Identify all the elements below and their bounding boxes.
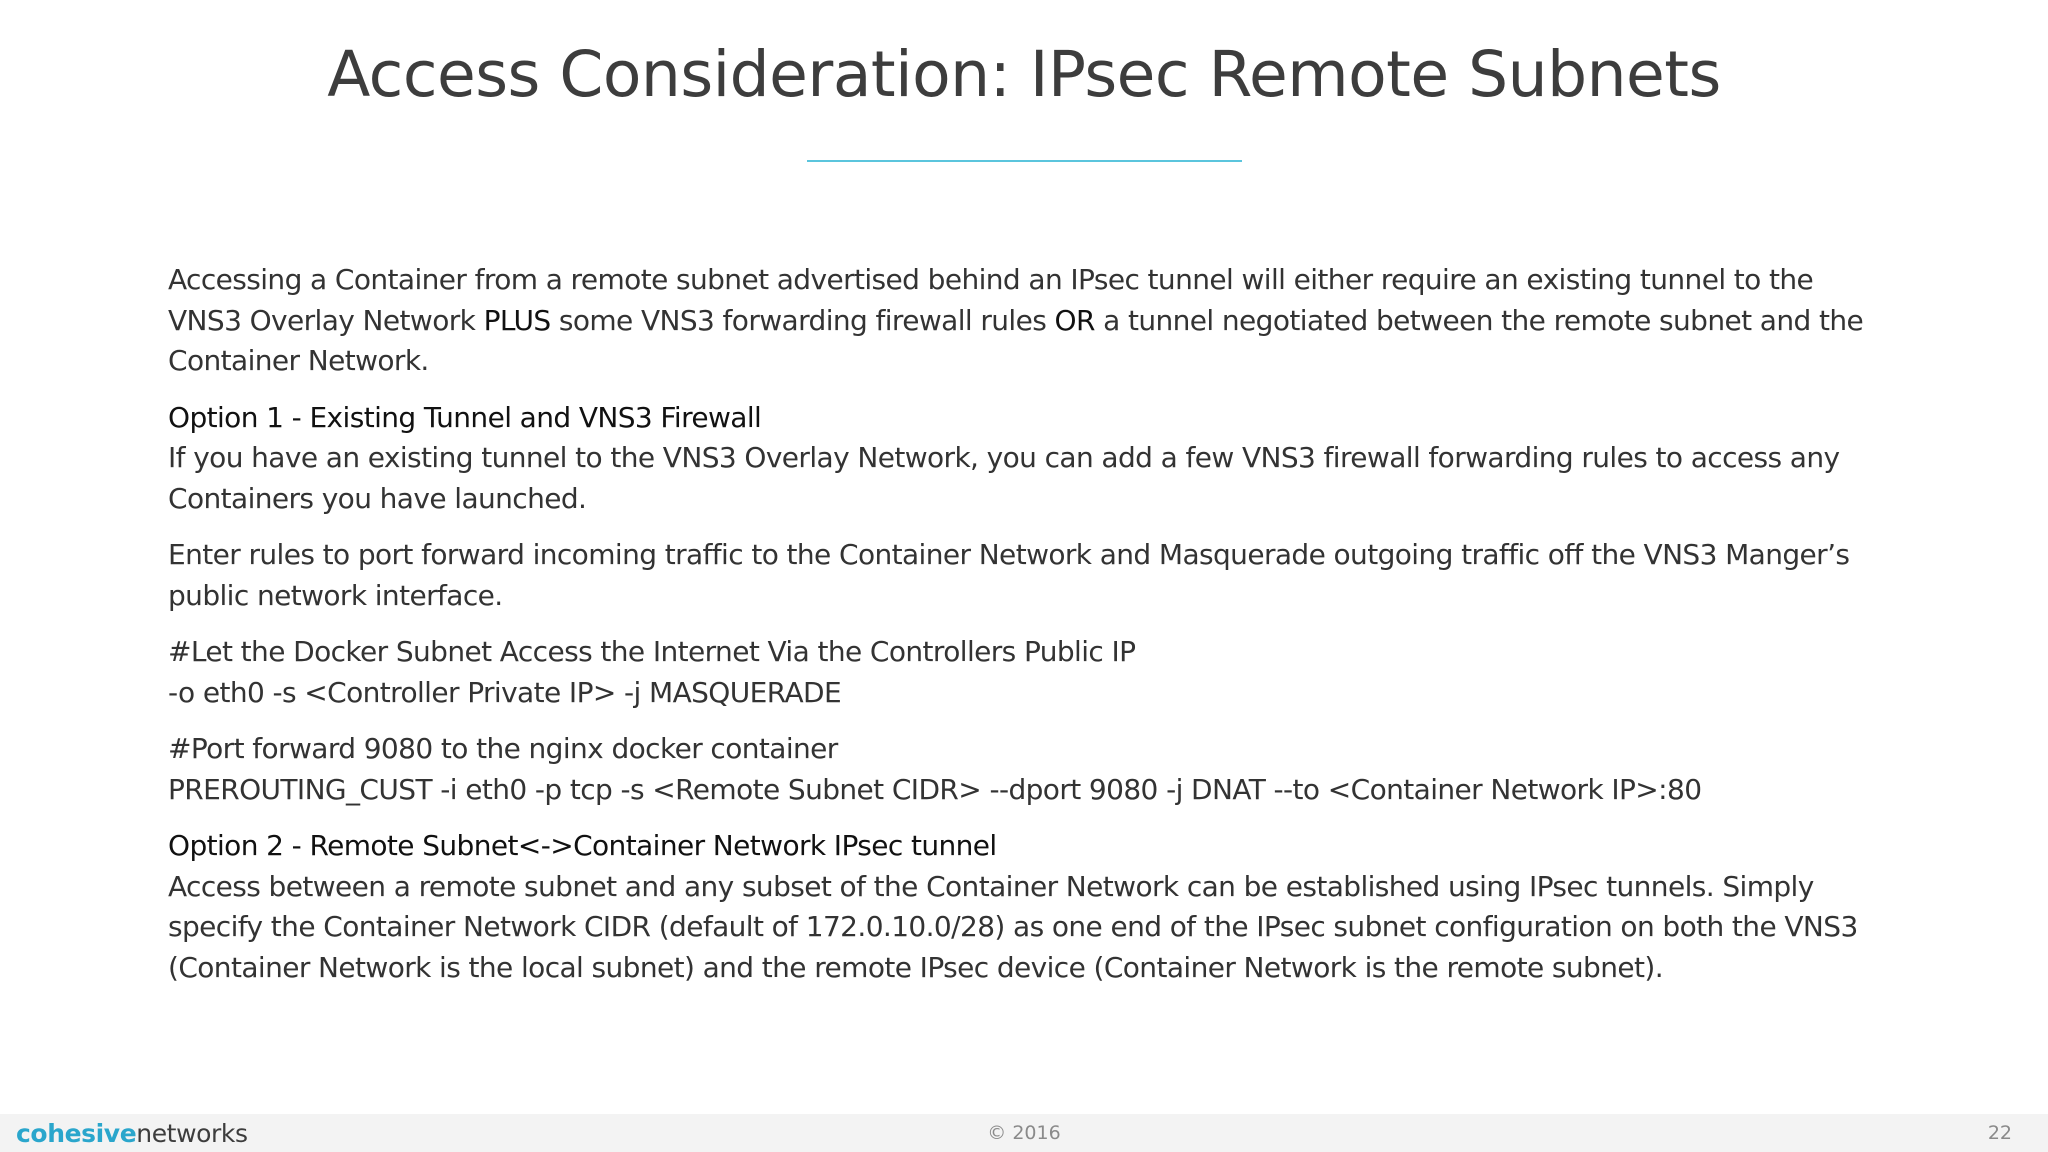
option-2-line-3: (Container Network is the local subnet) and the remote IPsec device (Container Network is the remote subnet). (168, 950, 1663, 984)
copyright-notice: © 2016 (987, 1122, 1061, 1144)
intro-text-b: some VNS3 forwarding firewall rules (550, 303, 1055, 337)
option-2-section (168, 826, 2018, 988)
or-keyword: OR (1054, 303, 1095, 337)
intro-paragraph (168, 260, 2018, 382)
title-underline (807, 160, 1242, 162)
intro-text-c: a tunnel negotiated between the remote subnet and the (1094, 303, 1864, 337)
masquerade-rule (168, 632, 2018, 713)
slide-title: Access Consideration: IPsec Remote Subnets (327, 38, 1721, 111)
option-2-line-2: specify the Container Network CIDR (default of 172.0.10.0/28) as one end of the IPsec subnet configuration on both the VNS3 (168, 910, 1858, 943)
port-forward-rule (168, 729, 2018, 810)
intro-line-3: Container Network. (168, 344, 429, 377)
slide-body (168, 260, 2018, 1004)
option-2-heading: Option 2 - Remote Subnet<->Container Network IPsec tunnel (168, 829, 997, 862)
option-1-line-1: If you have an existing tunnel to the VNS3 Overlay Network, you can add a few VNS3 firewall forwarding rules to access any (168, 441, 1840, 474)
intro-line-2 (168, 301, 2018, 342)
option-1-section (168, 398, 2018, 520)
logo-networks-text: networks (136, 1119, 248, 1148)
port-forward-rule-comment: #Port forward 9080 to the nginx docker container (168, 732, 838, 765)
masquerade-rule-comment: #Let the Docker Subnet Access the Internet Via the Controllers Public IP (168, 635, 1136, 668)
rules-intro-line-2: public network interface. (168, 578, 503, 612)
option-1-heading: Option 1 - Existing Tunnel and VNS3 Firewall (168, 400, 762, 434)
intro-text-a: VNS3 Overlay Network (168, 303, 484, 337)
masquerade-rule-command: -o eth0 -s <Controller Private IP> -j MASQUERADE (168, 675, 842, 709)
logo-cohesive-text: cohesive (16, 1119, 137, 1148)
rules-intro-line-1: Enter rules to port forward incoming traffic to the Container Network and Masquerade outgoing traffic off the VNS3 Manger’s (168, 538, 1850, 571)
option-1-line-2: Containers you have launched. (168, 481, 587, 515)
plus-keyword: PLUS (483, 303, 551, 337)
option-2-line-1: Access between a remote subnet and any subset of the Container Network can be established using IPsec tunnels. Simply (168, 869, 1814, 903)
intro-line-1: Accessing a Container from a remote subnet advertised behind an IPsec tunnel will either require an existing tunnel to the (168, 263, 1814, 296)
page-number: 22 (1987, 1122, 2012, 1144)
port-forward-rule-command: PREROUTING_CUST -i eth0 -p tcp -s <Remote Subnet CIDR> --dport 9080 -j DNAT --to <Container Network IP>:80 (168, 772, 1702, 806)
rules-intro-paragraph (168, 535, 2018, 616)
